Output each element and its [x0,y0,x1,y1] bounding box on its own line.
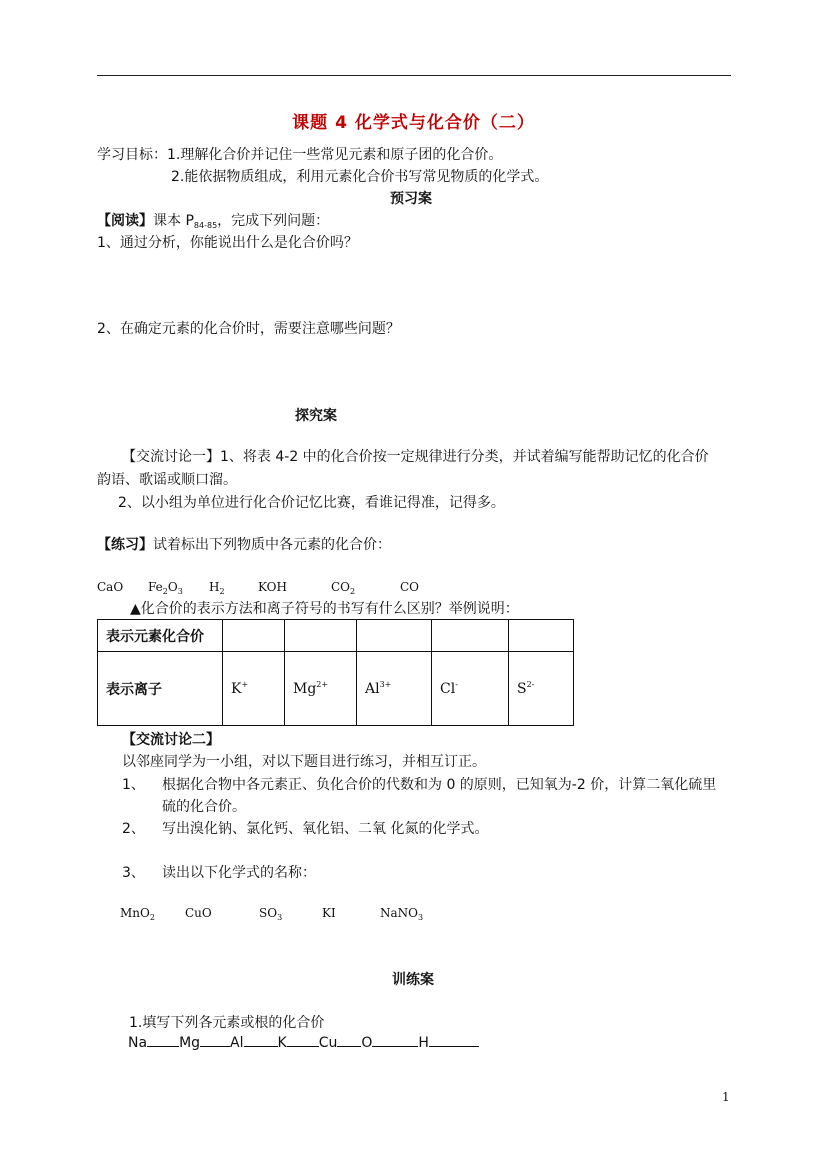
practice-tag: 【练习】 [97,537,153,553]
fill-in-row [128,1034,479,1051]
read-pages: 84-85 [193,221,218,230]
table-row-ion [98,652,574,726]
row-label-ion: 表示离子 [98,652,223,726]
formula-mno2: MnO$_2$ [120,906,155,922]
explore-heading: 探究案 [295,408,337,424]
exercise-text-1: 根据化合物中各元素正、负化合价的代数和为 0 的原则，已知氧为-2 价，计算二氧化硫里 [162,777,717,793]
page-title: 课题 4 化学式与化合价（二） [292,113,535,133]
table-cell-empty [285,620,357,652]
read-text-b: ，完成下列问题： [217,213,330,229]
answer-blank[interactable] [337,1034,361,1047]
ion-cell: $S^{2-}$ [509,652,574,726]
discuss1-line-1 [122,446,709,466]
training-heading: 训练案 [392,972,434,988]
exercise-number-3: 3、 [122,865,145,881]
answer-blank[interactable] [429,1034,479,1047]
table-cell-empty [509,620,574,652]
discuss1-line-2: 韵语、歌谣或顺口溜。 [97,472,237,488]
exercise-text-3: 读出以下化学式的名称： [162,865,316,881]
ion-cell: $Al^{3+}$ [357,652,432,726]
formula-h2: $H_2$ [209,580,225,596]
discuss1-tag: 【交流讨论一】 [122,449,220,465]
formula-cuo: CuO [185,906,212,920]
exercise-text-2: 写出溴化钠、氯化钙、氧化铝、二氧 化氮的化学式。 [162,821,489,837]
answer-blank[interactable] [147,1034,179,1047]
preview-heading: 预习案 [390,191,432,207]
ion-cell: Cl- [432,652,509,726]
answer-blank[interactable] [372,1034,418,1047]
goal-item-2: 2.能依据物质组成，利用元素化合价书写常见物质的化学式。 [171,169,549,185]
table-cell-empty [432,620,509,652]
element-label: H [418,1035,429,1051]
element-label: K [277,1035,287,1051]
read-tag: 【阅读】 [97,213,153,229]
exercise-text-1b: 硫的化合价。 [162,799,246,815]
goals-line-1 [97,144,502,164]
exercise-number-1: 1、 [122,777,145,793]
element-label: Na [128,1035,148,1051]
table-cell-empty [357,620,432,652]
preview-question-1: 1、通过分析，你能说出什么是化合价吗？ [97,235,358,251]
table-cell-empty [223,620,285,652]
ion-cell: $Mg^{2+}$ [285,652,357,726]
exercise-number-2: 2、 [122,821,145,837]
practice-line [97,534,391,554]
names-formula-row [0,906,827,926]
discuss1-text: 1、将表 4-2 中的化合价按一定规律进行分类，并试着编写能帮助记忆的化合价 [220,449,709,465]
goal-item-1: 1.理解化合价并记住一些常见元素和原子团的化合价。 [167,147,503,163]
formula-nano3: NaNO$_3$ [380,906,424,922]
read-text-a: 课本 P [153,213,194,229]
page-number: 1 [722,1090,730,1104]
training-question-1: 1.填写下列各元素或根的化合价 [129,1015,325,1031]
element-label: Mg [179,1035,201,1051]
formula-row [0,580,827,600]
discuss1-item-2: 2、以小组为单位进行化合价记忆比赛，看谁记得准，记得多。 [118,495,505,511]
valence-ion-question: ▲化合价的表示方法和离子符号的书写有什么区别？举例说明： [130,601,519,617]
table-row-valence [98,620,574,652]
formula-fe2o3: $Fe_2O_3$ [148,580,183,596]
row-label-valence: 表示元素化合价 [98,620,223,652]
formula-koh: KOH [258,580,287,594]
formula-cao: CaO [97,580,124,594]
answer-blank[interactable] [244,1034,278,1047]
answer-blank[interactable] [200,1034,230,1047]
preview-question-2: 2、在确定元素的化合价时，需要注意哪些问题？ [97,321,400,337]
read-line [97,210,329,230]
discuss2-tag: 【交流讨论二】 [122,732,220,748]
element-label: O [361,1035,373,1051]
formula-ki: KI [322,906,336,920]
header-rule [97,75,731,76]
element-label: Al [230,1035,244,1051]
formula-so3: $SO_3$ [259,906,283,922]
practice-text: 试着标出下列物质中各元素的化合价： [153,537,391,553]
formula-co: CO [400,580,420,594]
goals-label: 学习目标： [97,147,167,163]
ion-cell: K+ [223,652,285,726]
formula-co2: $CO_2$ [331,580,356,596]
element-label: Cu [318,1035,338,1051]
valence-ion-table [97,619,574,726]
answer-blank[interactable] [287,1034,319,1047]
discuss2-intro: 以邻座同学为一小组，对以下题目进行练习，并相互订正。 [122,754,486,770]
